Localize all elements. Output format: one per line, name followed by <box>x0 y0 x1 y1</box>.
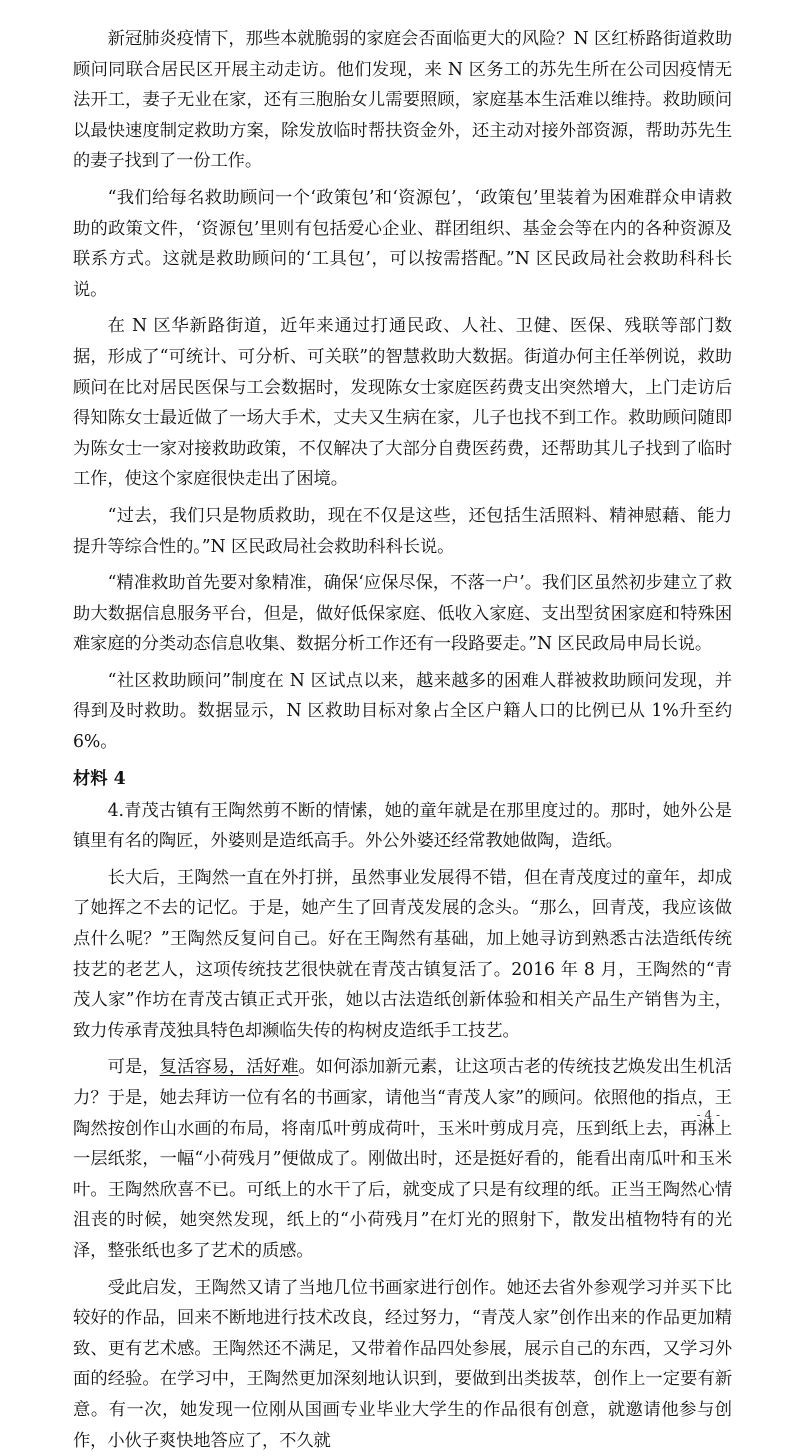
paragraph: “我们给每名救助顾问一个‘政策包’和‘资源包’，‘政策包’里装着为困难群众申请救助的政策文件，‘资源包’里则有包括爱心企业、群团组织、基金会等在内的各种资源及联系方式。这就是救助顾问的‘工具包’，可以按需搭配。”N 区民政局社会救助科科长说。 <box>73 187 732 300</box>
underlined-phrase: 复活容易，活好难 <box>159 1057 299 1078</box>
paragraph: 新冠肺炎疫情下，那些本就脆弱的家庭会否面临更大的风险？N 区红桥路街道救助顾问同联合居民区开展主动走访。他们发现，来 N 区务工的苏先生所在公司因疫情无法开工，妻子无业在家，还有三胞胎女儿需要照顾，家庭基本生活难以维持。救助顾问以最快速度制定救助方案，除发放临时帮扶资金外，还主动对接外部资源，帮助苏先生的妻子找到了一份工作。 <box>73 29 732 172</box>
section-heading: 材料 4 <box>73 768 126 789</box>
paragraph: 长大后，王陶然一直在外打拼，虽然事业发展得不错，但在青茂度过的童年，却成了她挥之不去的记忆。于是，她产生了回青茂发展的念头。“那么，回青茂，我应该做点什么呢？”王陶然反复问自己。好在王陶然有基础，加上她寻访到熟悉古法造纸传统技艺的老艺人，这项传统技艺很快就在青茂古镇复活了。2016 年 8 月，王陶然的“青茂人家”作坊在青茂古镇正式开张，她以古法造纸创新体验和相关产品生产销售为主，致力传承青茂独具特色却濒临失传的构树皮造纸手工技艺。 <box>73 867 732 1041</box>
paragraph: “精准救助首先要对象精准，确保‘应保尽保，不落一户’。我们区虽然初步建立了救助大数据信息服务平台，但是，做好低保家庭、低收入家庭、支出型贫困家庭和特殊困难家庭的分类动态信息收集、数据分析工作还有一段路要走。”N 区民政局申局长说。 <box>73 573 732 655</box>
paragraph: “社区救助顾问”制度在 N 区试点以来，越来越多的困难人群被救助顾问发现，并得到及时救助。数据显示，N 区救助目标对象占全区户籍人口的比例已从 1%升至约 6%。 <box>73 670 732 753</box>
paragraph: 受此启发，王陶然又请了当地几位书画家进行创作。她还去省外参观学习并买下比较好的作品，回来不断地进行技术改良，经过努力，“青茂人家”创作出来的作品更加精致、更有艺术感。王陶然还不满足，又带着作品四处参展，展示自己的东西，又学习外面的经验。在学习中，王陶然更加深刻地认识到，要做到出类拔萃，创作上一定要有新意。有一次，她发现一位刚从国画专业毕业大学生的作品很有创意，就邀请他参与创作，小伙子爽快地答应了，不久就 <box>73 1277 732 1451</box>
paragraph-rest: 。如何添加新元素，让这项古老的传统技艺焕发出生机活力？于是，她去拜访一位有名的书画家，请他当“青茂人家”的顾问。依照他的指点，王陶然按创作山水画的布局，将南瓜叶剪成荷叶，玉米叶剪成月亮，压到纸上去，再淋上一层纸浆，一幅“小荷残月”便做成了。刚做出时，还是挺好看的，能看出南瓜叶和玉米叶。王陶然欣喜不已。可纸上的水干了后，就变成了只是有纹理的纸。正当王陶然心情沮丧的时候，她突然发现，纸上的“小荷残月”在灯光的照射下，散发出植物特有的光泽，整张纸也多了艺术的质感。 <box>73 1057 732 1261</box>
page-number: - 4 - <box>696 1108 720 1122</box>
paragraph: 4.青茂古镇有王陶然剪不断的情愫，她的童年就是在那里度过的。那时，她外公是镇里有名的陶匠，外婆则是造纸高手。外公外婆还经常教她做陶，造纸。 <box>73 800 732 852</box>
paragraph-lead: 可是， <box>107 1057 160 1078</box>
paragraph: “过去，我们只是物质救助，现在不仅是这些，还包括生活照料、精神慰藉、能力提升等综合性的。”N 区民政局社会救助科科长说。 <box>73 505 732 557</box>
paragraph: 在 N 区华新路街道，近年来通过打通民政、人社、卫健、医保、残联等部门数据，形成了“可统计、可分析、可关联”的智慧救助大数据。街道办何主任举例说，救助顾问在比对居民医保与工会数据时，发现陈女士家庭医药费支出突然增大，上门走访后得知陈女士最近做了一场大手术，丈夫又生病在家，儿子也找不到工作。救助顾问随即为陈女士一家对接救助政策，不仅解决了大部分自费医药费，还帮助其儿子找到了临时工作，使这个家庭很快走出了困境。 <box>73 316 732 490</box>
paragraph-with-underline <box>73 1052 732 1266</box>
